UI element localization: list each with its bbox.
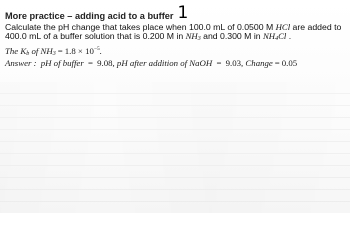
answer-value-3: 0.05 — [281, 58, 298, 69]
problem-part-1: Calculate the pH change that takes place when 100.0 mL of 0.0500 M — [5, 22, 276, 32]
answer-formula-naoh: NaOH — [189, 58, 213, 69]
formula-nh4cl: NH4Cl — [263, 31, 287, 43]
answer-label: Answer : — [5, 58, 37, 69]
answer-part-2: pH after addition of — [116, 58, 188, 69]
heading-row — [5, 4, 345, 22]
answer-value-2: 9.03, — [225, 58, 244, 69]
formula-nh3: NH3 — [185, 31, 201, 43]
answer-part-1: pH of buffer — [40, 58, 84, 69]
answer-line: Answer : pH of buffer = 9.08, pH after addition of NaOH = 9.03, Change = 0.05 — [5, 58, 298, 69]
problem-part-3: and 0.300 M in — [200, 31, 264, 42]
given-kb-line: The Kb of $NH3 = 1.8 \times 10^{-5}$. — [5, 45, 102, 57]
problem-part-4: . — [286, 31, 292, 42]
answer-change-label: Change — [245, 58, 273, 69]
formula-hcl: HCl — [275, 22, 291, 32]
handwritten-marker: 1 — [177, 3, 189, 23]
problem-part-2: are added to 400.0 mL of a buffer solution that is 0.200 M in — [5, 22, 342, 42]
problem-statement — [5, 23, 345, 45]
background-ghost-pattern — [0, 82, 350, 213]
answer-value-1: 9.08, — [97, 58, 115, 69]
slide-content — [5, 4, 345, 69]
slide-heading: More practice – adding acid to a buffer — [5, 10, 174, 21]
